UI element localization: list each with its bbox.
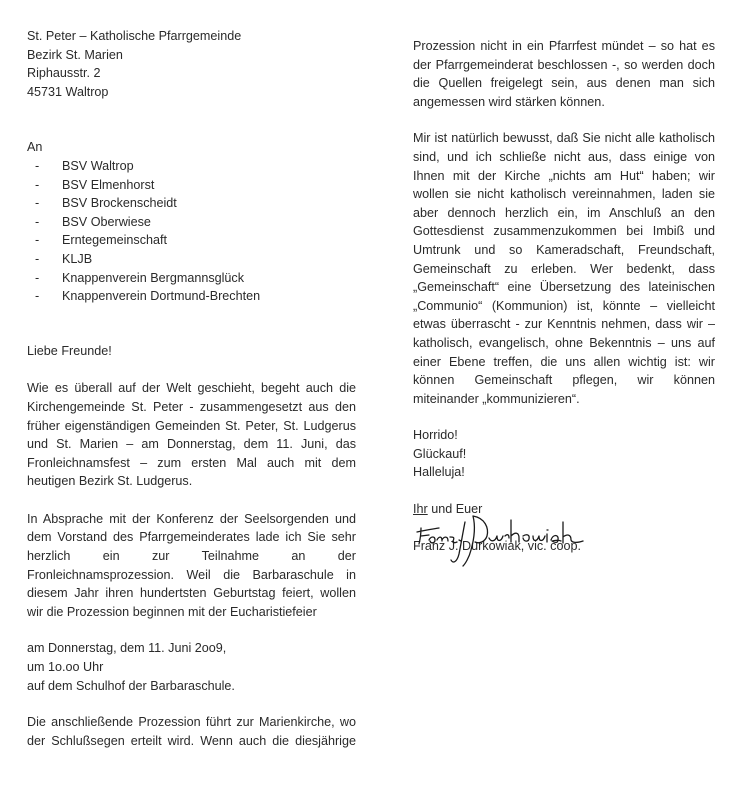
bullet: - [35, 251, 40, 266]
recipient-name: BSV Elmenhorst [62, 177, 155, 192]
signed-name: Franz J. Durkowiak, vic. coop. [413, 538, 581, 553]
signoff-ihr: Ihr [413, 502, 428, 517]
signature-block [413, 500, 715, 555]
handwritten-signature [415, 510, 595, 568]
paragraph: Prozession nicht in ein Pfarrfest mündet – so hat es der Pfarrgemeinderat beschlossen -, so werden doch die Quellen freigelegt sein, aus denen man sich angemessen wird stärken können. [413, 39, 715, 109]
closing-line: Halleluja! [413, 465, 465, 480]
recipients-label: An [27, 140, 43, 155]
sender-line: Riphausstr. 2 [27, 66, 101, 81]
event-details [27, 639, 356, 695]
recipient-name: Knappenverein Bergmannsglück [62, 270, 245, 285]
closing-line: Horrido! [413, 428, 458, 443]
list-item [35, 250, 356, 269]
paragraph: In Absprache mit der Konferenz der Seelsorgenden und dem Vorstand des Pfarrgemeinderates lade ich Sie sehr herzlich ein zur Teilnahme an der Fronleichnamsprozession. Weil die Barbaraschule in diesem Jahr ihren hundertsten Geburtstag feiert, wollen wir die Prozession beginnen mit der Eucharistiefeier [27, 511, 356, 619]
bullet: - [35, 214, 40, 229]
recipient-name: BSV Oberwiese [62, 214, 151, 229]
sender-line: St. Peter – Katholische Pfarrgemeinde [27, 29, 242, 43]
recipient-name: Knappenverein Dortmund-Brechten [62, 289, 261, 304]
paragraph: Wie es überall auf der Welt geschieht, begeht auch die Kirchengemeinde St. Peter - zusammengesetzt aus den früher eigenständigen Gemeinden St. Peter, St. Ludgerus und St. Marien – am Donnerstag, dem 11. Juni, das Fronleichnamsfest – zum ersten Mal auch mit dem heutigen Bezirk St. Ludgerus. [27, 381, 356, 489]
closing-line: Glückauf! [413, 446, 467, 461]
recipient-name: Erntegemeinschaft [62, 233, 168, 248]
bullet: - [35, 233, 40, 248]
event-date: am Donnerstag, dem 11. Juni 2oo9, [27, 641, 227, 656]
sender-line: Bezirk St. Marien [27, 47, 123, 62]
recipients-list [27, 157, 356, 306]
bullet: - [35, 158, 40, 173]
list-item [35, 231, 356, 250]
bullet: - [35, 177, 40, 192]
sender-line: 45731 Waltrop [27, 84, 109, 99]
list-item [35, 213, 356, 232]
bullet: - [35, 270, 40, 285]
recipient-name: BSV Brockenscheidt [62, 196, 177, 211]
bullet: - [35, 289, 40, 304]
sender-address [27, 27, 356, 101]
list-item [35, 287, 356, 306]
paragraph: Mir ist natürlich bewusst, daß Sie nicht alle katholisch sind, und ich schließe nicht aus, dass einige von Ihnen mit der Kirche „nichts am Hut“ haben; wir wollen sie nicht katholisch vereinnahmen, laden sie aber dennoch herzlich ein, im Anschluß an den Gottesdienst zusammenzukommen bei Imbiß und Umtrunk und so Kameradschaft, Freundschaft, Gemeinschaft zu erleben. Wer bedenkt, dass „Gemeinschaft“ eine Übersetzung des lateinischen „Communio“ (Kommunion) ist, könnte – vielleicht etwas überrascht - zur Kenntnis nehmen, dass wir – katholisch, evangelisch, ohne Bekenntnis – uns auf einer Ebene treffen, die uns allen wichtig ist: wir können Gemeinschaft pflegen, wir können miteinander „kommunizieren“. [413, 131, 715, 406]
recipients-block [27, 138, 356, 305]
right-column [413, 37, 715, 555]
list-item [35, 157, 356, 176]
recipient-name: KLJB [62, 251, 93, 266]
recipient-name: BSV Waltrop [62, 158, 134, 173]
greeting: Liebe Freunde! [27, 343, 112, 358]
left-column [27, 27, 356, 750]
list-item [35, 269, 356, 288]
event-location: auf dem Schulhof der Barbaraschule. [27, 678, 235, 693]
list-item [35, 176, 356, 195]
bullet: - [35, 196, 40, 211]
closings [413, 426, 715, 482]
paragraph: Die anschließende Prozession führt zur Marienkirche, wo der Schlußsegen erteilt wird. Wenn auch die diesjährige [27, 715, 356, 748]
list-item [35, 194, 356, 213]
event-time: um 1o.oo Uhr [27, 660, 104, 675]
signoff-rest: und Euer [427, 502, 483, 517]
